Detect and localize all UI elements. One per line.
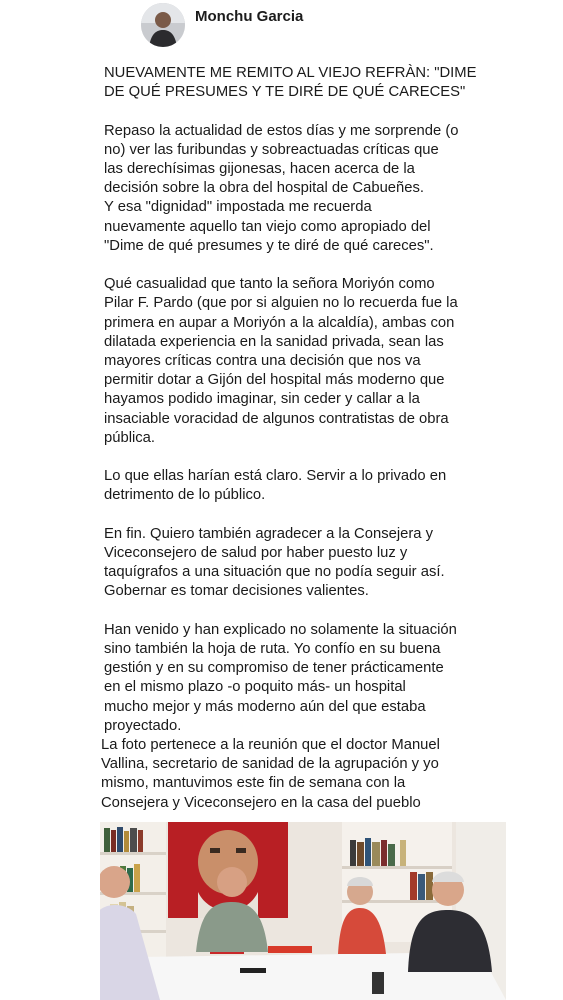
- post-body: [101, 64, 496, 813]
- post-photo[interactable]: [100, 822, 506, 1000]
- post-paragraph: Han venido y han explicado no solamente la situación sino también la hoja de ruta. Yo confío en su buena gestión y en su compromiso de tener prácticamente en el mismo plazo -o poquito más- un hospital mucho mejor y más moderno aún del que estaba proyectado.: [104, 621, 457, 734]
- author-avatar[interactable]: [141, 3, 185, 47]
- photo-caption: La foto pertenece a la reunión que el doctor Manuel Vallina, secretario de sanidad de la agrupación y yo mismo, mantuvimos este fin de semana con la Consejera y Viceconsejero en la casa del pueblo: [101, 737, 440, 811]
- post-paragraph: En fin. Quiero también agradecer a la Consejera y Viceconsejero de salud por haber puesto luz y taquígrafos a una situación que no podía seguir así. Gobernar es tomar decisiones valientes.: [104, 525, 445, 600]
- post-paragraph: Lo que ellas harían está claro. Servir a lo privado en detrimento de lo público.: [104, 468, 447, 504]
- post-headline: NUEVAMENTE ME REMITO AL VIEJO REFRÀN: "DIME DE QUÉ PRESUMES Y TE DIRÉ DE QUÉ CARECES": [104, 65, 477, 101]
- post-paragraph: Qué casualidad que tanto la señora Moriyón como Pilar F. Pardo (que por si alguien no lo recuerda fue la primera en aupar a Moriyón a la alcaldía), ambas con dilatada experiencia en la sanidad privada, sean las mayores críticas contra una decisión que nos va permitir dotar a Gijón del hospital más moderno que hayamos podido imaginar, sin ceder y callar a la insaciable voracidad de algunos contratistas de obra pública.: [104, 276, 458, 446]
- post-paragraph: Repaso la actualidad de estos días y me sorprende (o no) ver las furibundas y sobreactuadas críticas que las derechísimas gijonesas, hacen acerca de la decisión sobre la obra del hospital de Cabueñes. Y esa "dignidad" impostada me recuerda nuevamente aquello tan viejo como apropiado del "Dime de qué presumes y te diré de qué careces".: [104, 122, 459, 254]
- author-name[interactable]: Monchu Garcia: [195, 7, 304, 25]
- post-header: [141, 3, 303, 47]
